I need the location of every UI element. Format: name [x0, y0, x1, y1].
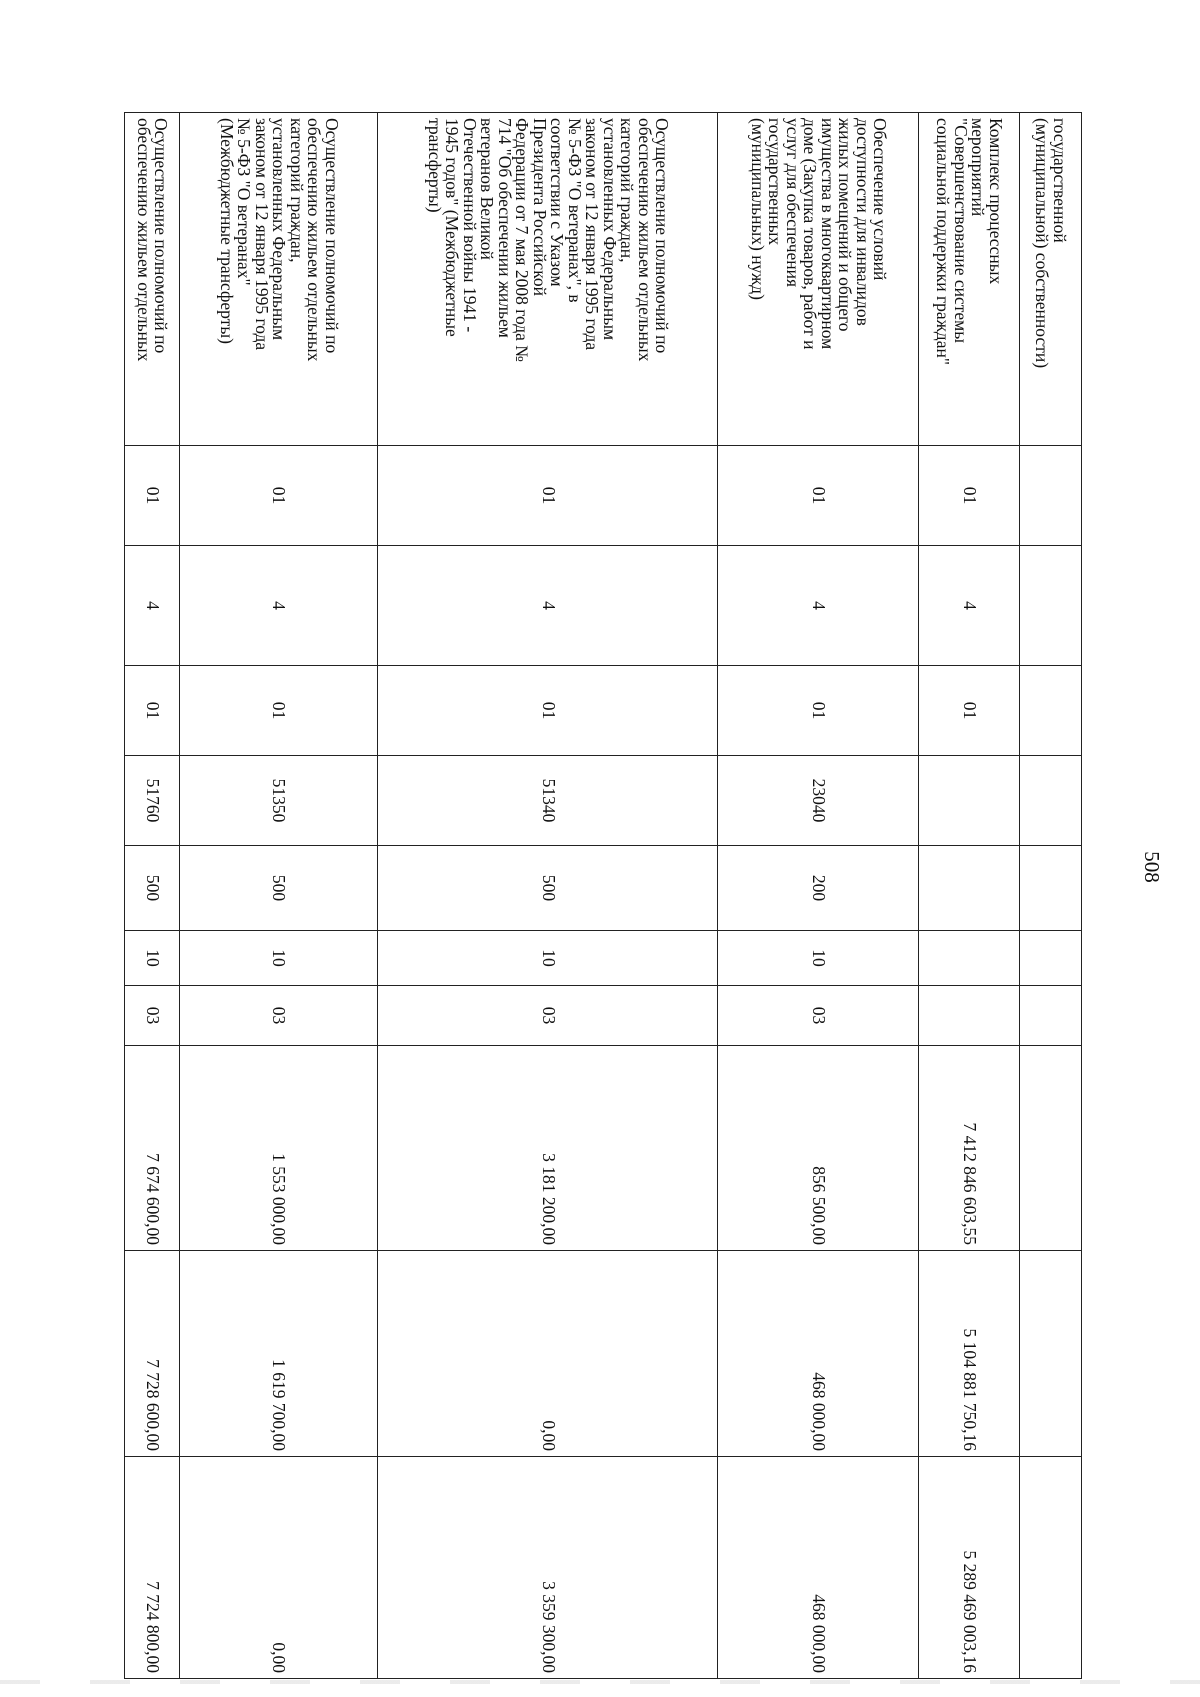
amount-year3-cell: 3 359 300,00 [378, 1457, 718, 1679]
expense-type-cell [919, 846, 1019, 931]
section-cell [1019, 931, 1081, 986]
direction-code-cell [919, 756, 1019, 846]
complex-code-cell: 01 [718, 666, 919, 756]
amount-year1-cell: 1 553 000,00 [179, 1046, 378, 1251]
amount-year2-cell: 0,00 [378, 1251, 718, 1457]
program-code-cell: 01 [179, 446, 378, 546]
table-row [179, 113, 378, 1679]
budget-table [124, 112, 1082, 1679]
subprogram-type-cell: 4 [919, 546, 1019, 666]
subprogram-type-cell: 4 [718, 546, 919, 666]
section-cell: 10 [378, 931, 718, 986]
amount-year3-cell [1019, 1457, 1081, 1679]
amount-year2-cell: 468 000,00 [718, 1251, 919, 1457]
amount-year1-cell [1019, 1046, 1081, 1251]
table-row [718, 113, 919, 1679]
expense-type-cell: 500 [378, 846, 718, 931]
section-cell: 10 [179, 931, 378, 986]
row-name-cell: государственной (муниципальной) собственности) [1019, 113, 1081, 446]
amount-year3-cell: 7 724 800,00 [125, 1457, 180, 1679]
subsection-cell [919, 986, 1019, 1046]
complex-code-cell: 01 [919, 666, 1019, 756]
section-cell: 10 [125, 931, 180, 986]
expense-type-cell: 500 [125, 846, 180, 931]
amount-year2-cell [1019, 1251, 1081, 1457]
subprogram-type-cell: 4 [125, 546, 180, 666]
scan-edge-noise [0, 1680, 1200, 1684]
row-name-cell: Осуществление полномочий по обеспечению жильем отдельных категорий граждан, установленных Федеральным законом от 12 января 1995 года № 5-ФЗ "О ветеранах", в соответствии с Указом Президента Российской Федерации от 7 мая 2008 года № 714 "Об обеспечении жильем ветеранов Великой Отечественной войны 1941 - 1945 годов" (Межбюджетные трансферты) [378, 113, 718, 446]
complex-code-cell [1019, 666, 1081, 756]
subprogram-type-cell: 4 [179, 546, 378, 666]
amount-year1-cell: 7 674 600,00 [125, 1046, 180, 1251]
subprogram-type-cell: 4 [378, 546, 718, 666]
program-code-cell: 01 [919, 446, 1019, 546]
table-row [378, 113, 718, 1679]
program-code-cell [1019, 446, 1081, 546]
rotated-table-wrapper [124, 112, 1082, 1678]
row-name-cell: Осуществление полномочий по обеспечению жильем отдельных категорий граждан, установленных Федеральным законом от 12 января 1995 года № 5-ФЗ "О ветеранах" (Межбюджетные трансферты) [179, 113, 378, 446]
amount-year3-cell: 468 000,00 [718, 1457, 919, 1679]
page-number: 508 [1140, 851, 1164, 883]
subsection-cell: 03 [378, 986, 718, 1046]
program-code-cell: 01 [378, 446, 718, 546]
row-name-cell: Комплекс процессных мероприятий "Совершенствование системы социальной поддержки граждан" [919, 113, 1019, 446]
subsection-cell: 03 [125, 986, 180, 1046]
amount-year2-cell: 7 728 600,00 [125, 1251, 180, 1457]
direction-code-cell: 51350 [179, 756, 378, 846]
amount-year3-cell: 0,00 [179, 1457, 378, 1679]
expense-type-cell: 500 [179, 846, 378, 931]
direction-code-cell: 23040 [718, 756, 919, 846]
expense-type-cell [1019, 846, 1081, 931]
row-name-cell: Обеспечение условий доступности для инвалидов жилых помещений и общего имущества в многоквартирном доме (Закупка товаров, работ и услуг для обеспечения государственных (муниципальных) нужд) [718, 113, 919, 446]
table-row [919, 113, 1019, 1679]
amount-year1-cell: 7 412 846 603,55 [919, 1046, 1019, 1251]
program-code-cell: 01 [125, 446, 180, 546]
subsection-cell [1019, 986, 1081, 1046]
subprogram-type-cell [1019, 546, 1081, 666]
amount-year1-cell: 3 181 200,00 [378, 1046, 718, 1251]
row-name-cell: Осуществление полномочий по обеспечению жильем отдельных [125, 113, 180, 446]
table-row [125, 113, 180, 1679]
amount-year2-cell: 1 619 700,00 [179, 1251, 378, 1457]
amount-year2-cell: 5 104 881 750,16 [919, 1251, 1019, 1457]
expense-type-cell: 200 [718, 846, 919, 931]
complex-code-cell: 01 [179, 666, 378, 756]
subsection-cell: 03 [718, 986, 919, 1046]
amount-year3-cell: 5 289 469 003,16 [919, 1457, 1019, 1679]
direction-code-cell [1019, 756, 1081, 846]
section-cell: 10 [718, 931, 919, 986]
complex-code-cell: 01 [125, 666, 180, 756]
direction-code-cell: 51340 [378, 756, 718, 846]
amount-year1-cell: 856 500,00 [718, 1046, 919, 1251]
table-row [1019, 113, 1081, 1679]
subsection-cell: 03 [179, 986, 378, 1046]
complex-code-cell: 01 [378, 666, 718, 756]
section-cell [919, 931, 1019, 986]
program-code-cell: 01 [718, 446, 919, 546]
direction-code-cell: 51760 [125, 756, 180, 846]
